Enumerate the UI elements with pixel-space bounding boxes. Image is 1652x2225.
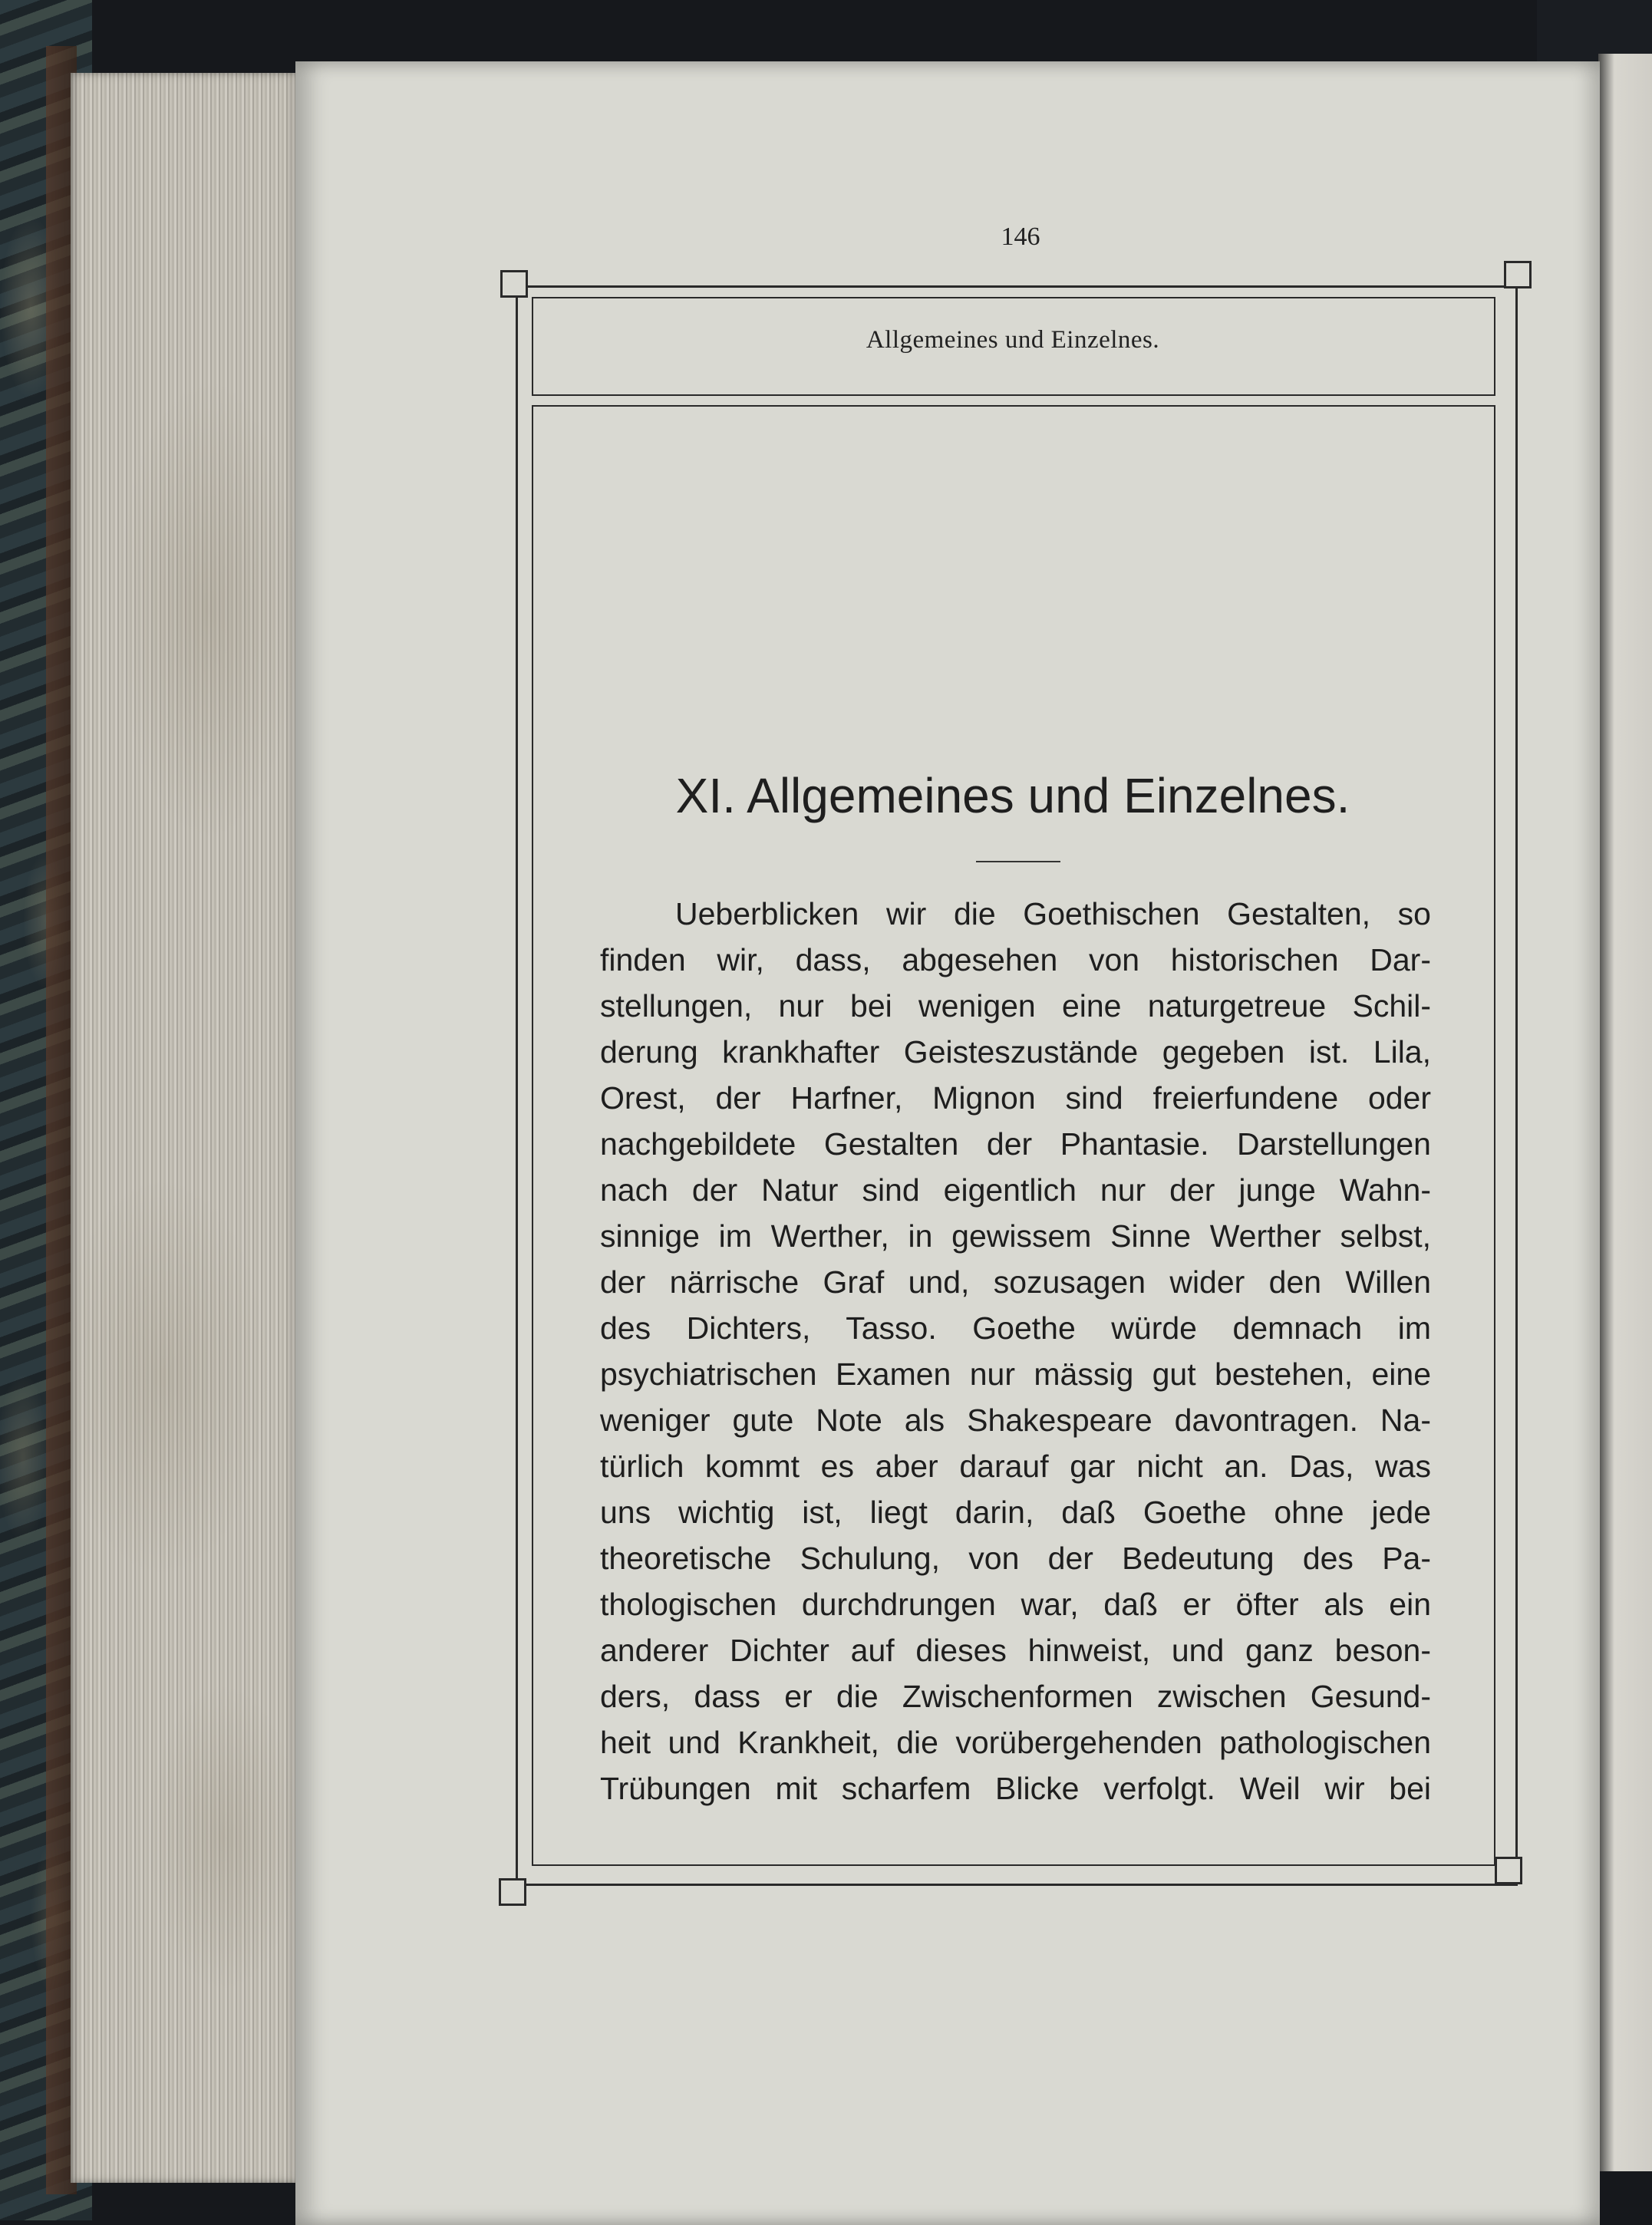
body-line: Ueberblicken wir die Goethischen Gestalten, so	[675, 896, 1431, 931]
frame-corner-top-right	[1504, 261, 1532, 288]
background-corner	[1537, 0, 1652, 61]
frame-corner-bottom-left	[499, 1878, 526, 1906]
body-line: türlich kommt es aber darauf gar nicht an. Das, was	[600, 1449, 1431, 1484]
body-line: der närrische Graf und, sozusagen wider den Willen	[600, 1264, 1431, 1300]
body-line: uns wichtig ist, liegt darin, daß Goethe ohne jede	[600, 1495, 1431, 1530]
stacked-page-edges	[71, 73, 301, 2183]
frame-corner-top-left	[500, 270, 528, 298]
body-line: sinnige im Werther, in gewissem Sinne Werther selbst,	[600, 1218, 1431, 1254]
body-line: nachgebildete Gestalten der Phantasie. Darstellungen	[600, 1126, 1431, 1162]
body-line: Trübungen mit scharfem Blicke verfolgt. Weil wir bei	[600, 1771, 1431, 1806]
body-line: ders, dass er die Zwischenformen zwischen Gesund-	[600, 1679, 1431, 1714]
body-line: derung krankhafter Geisteszustände gegeben ist. Lila,	[600, 1034, 1431, 1070]
body-line: weniger gute Note als Shakespeare davontragen. Na-	[600, 1403, 1431, 1438]
body-line: finden wir, dass, abgesehen von historischen Dar-	[600, 942, 1431, 977]
body-line: theoretische Schulung, von der Bedeutung des Pa-	[600, 1541, 1431, 1576]
body-line: nach der Natur sind eigentlich nur der junge Wahn-	[600, 1172, 1431, 1208]
chapter-title: XI. Allgemeines und Einzelnes.	[675, 768, 1350, 823]
body-line: des Dichters, Tasso. Goethe würde demnach im	[600, 1310, 1431, 1346]
frame-corner-bottom-right	[1495, 1857, 1522, 1884]
title-rule	[976, 861, 1060, 862]
body-line: Orest, der Harfner, Mignon sind freierfundene oder	[600, 1080, 1431, 1116]
next-page-edge	[1598, 54, 1652, 2171]
body-line: psychiatrischen Examen nur mässig gut bestehen, eine	[600, 1356, 1431, 1392]
body-line: stellungen, nur bei wenigen eine naturgetreue Schil-	[600, 988, 1431, 1024]
body-line: thologischen durchdrungen war, daß er öfter als ein	[600, 1587, 1431, 1622]
running-head: Allgemeines und Einzelnes.	[866, 326, 1160, 354]
page-number: 146	[1001, 222, 1040, 251]
body-line: heit und Krankheit, die vorübergehenden pathologischen	[600, 1725, 1431, 1760]
body-line: anderer Dichter auf dieses hinweist, und ganz beson-	[600, 1633, 1431, 1668]
